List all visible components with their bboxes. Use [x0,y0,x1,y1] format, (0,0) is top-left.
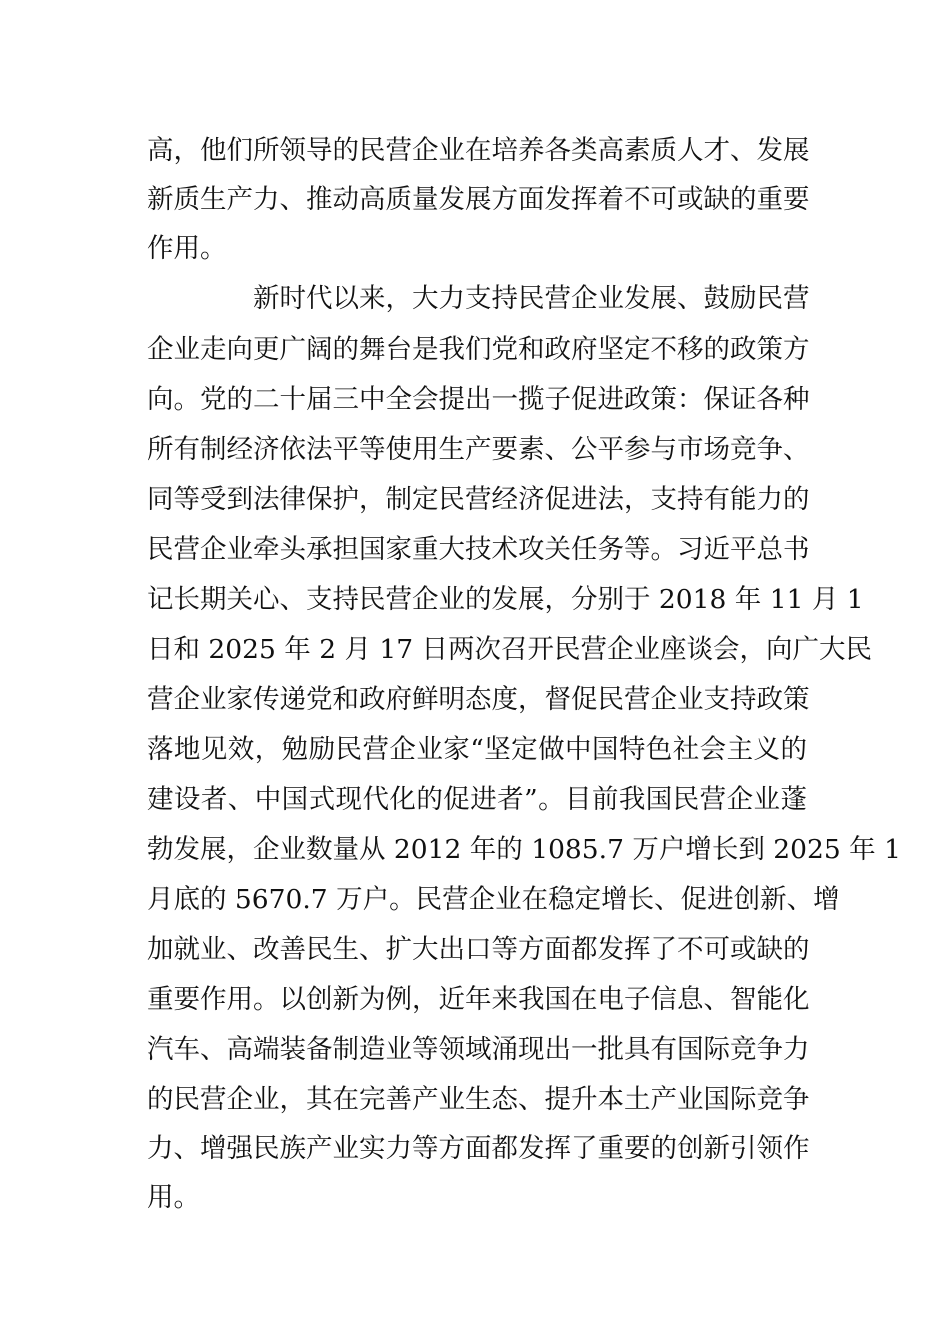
text-line: 营企业家传递党和政府鲜明态度，督促民营企业支持政策 [147,684,810,715]
text-line: 加就业、改善民生、扩大出口等方面都发挥了不可或缺的 [147,934,810,965]
text-line: 民营企业牵头承担国家重大技术攻关任务等。习近平总书 [147,534,810,565]
text-line: 落地见效，勉励民营企业家“坚定做中国特色社会主义的 [147,734,807,765]
text-line: 记长期关心、支持民营企业的发展，分别于 2018 年 11 月 1 [147,584,864,615]
text-line: 建设者、中国式现代化的促进者”。目前我国民营企业蓬 [147,784,807,815]
text-line: 所有制经济依法平等使用生产要素、公平参与市场竞争、 [147,434,810,465]
text-line: 勃发展，企业数量从 2012 年的 1085.7 万户增长到 2025 年 1 [147,834,901,865]
text-line: 力、增强民族产业实力等方面都发挥了重要的创新引领作 [147,1133,810,1164]
text-line: 向。党的二十届三中全会提出一揽子促进政策：保证各种 [147,384,810,415]
text-line: 重要作用。以创新为例，近年来我国在电子信息、智能化 [147,984,810,1015]
text-line: 企业走向更广阔的舞台是我们党和政府坚定不移的政策方 [147,334,810,365]
text-line: 用。 [147,1182,200,1213]
text-line: 同等受到法律保护，制定民营经济促进法，支持有能力的 [147,484,810,515]
text-line: 月底的 5670.7 万户。民营企业在稳定增长、促进创新、增 [147,884,840,915]
text-line: 的民营企业，其在完善产业生态、提升本土产业国际竞争 [147,1084,810,1115]
text-line: 作用。 [147,233,227,264]
text-line: 新质生产力、推动高质量发展方面发挥着不可或缺的重要 [147,184,810,215]
text-line: 高，他们所领导的民营企业在培养各类高素质人才、发展 [147,135,810,166]
text-line: 新时代以来，大力支持民营企业发展、鼓励民营 [253,283,810,314]
text-line: 日和 2025 年 2 月 17 日两次召开民营企业座谈会，向广大民 [147,634,873,665]
text-line: 汽车、高端装备制造业等领域涌现出一批具有国际竞争力 [147,1034,810,1065]
